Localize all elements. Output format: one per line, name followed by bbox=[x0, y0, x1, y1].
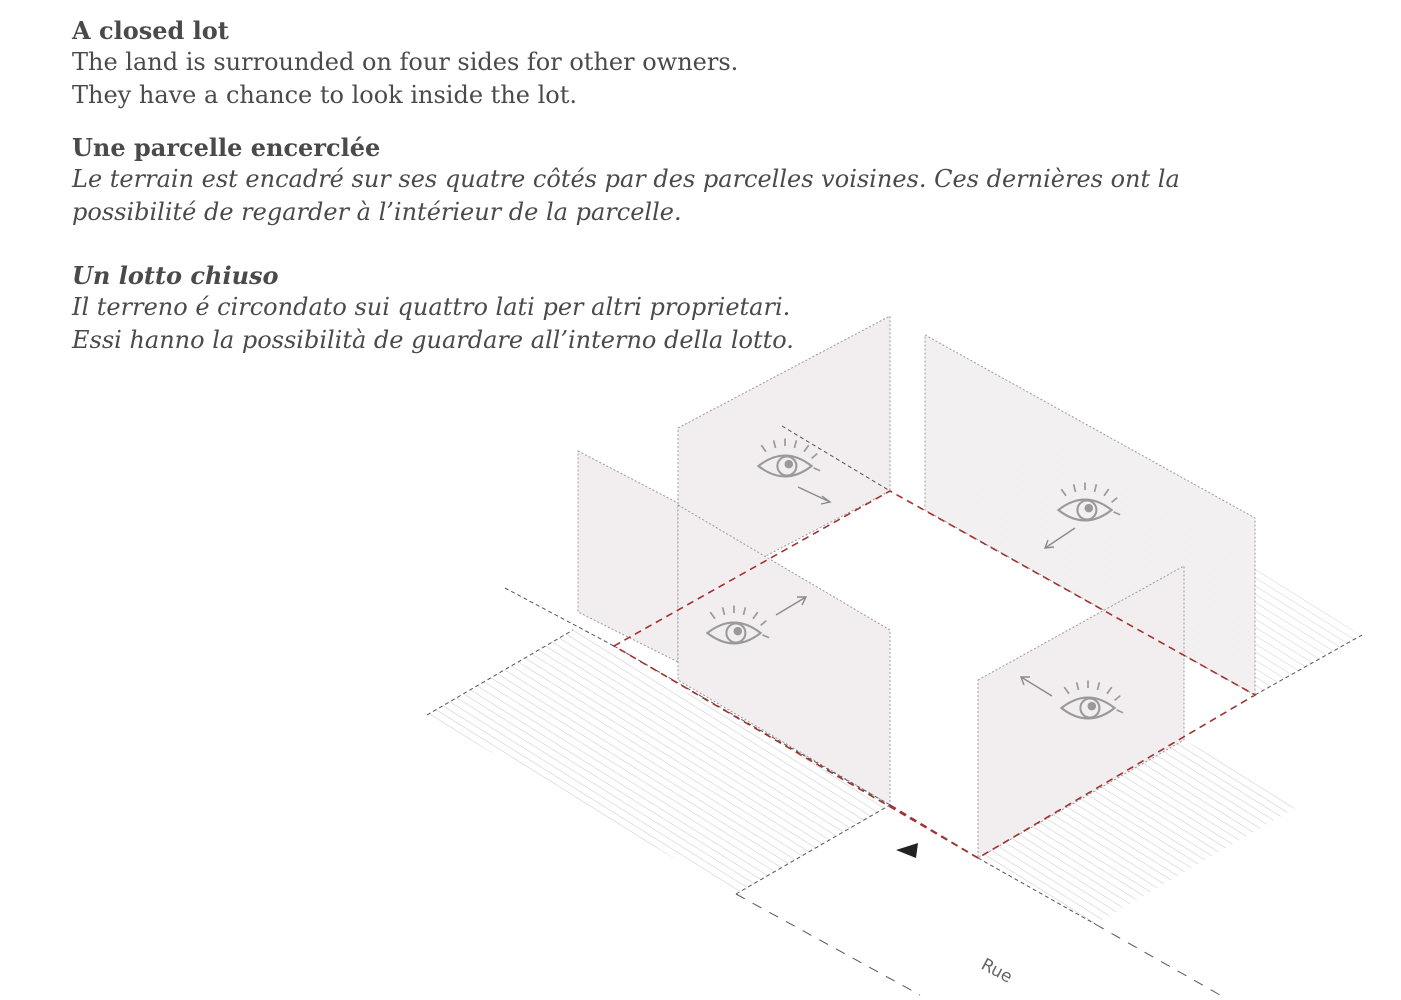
english-line-2: They have a chance to look inside the lot. bbox=[72, 81, 578, 109]
french-line-1: Le terrain est encadré sur ses quatre côtés par des parcelles voisines. Ces dernières ont la bbox=[72, 165, 1180, 193]
street-label: Rue bbox=[977, 954, 1016, 988]
english-line-1: The land is surrounded on four sides for other owners. bbox=[72, 48, 739, 76]
italian-title: Un lotto chiuso bbox=[72, 261, 279, 290]
english-title: A closed lot bbox=[72, 16, 229, 45]
triangle-entrance-marker bbox=[896, 843, 918, 858]
italian-line-1: Il terreno é circondato sui quattro lati per altri proprietari. bbox=[72, 293, 791, 321]
french-title: Une parcelle encerclée bbox=[72, 133, 381, 162]
wall-panel-left-outer bbox=[578, 451, 678, 662]
french-line-2: possibilité de regarder à l’intérieur de la parcelle. bbox=[72, 198, 682, 226]
street-lines bbox=[736, 894, 1220, 995]
italian-line-2: Essi hanno la possibilità de guardare all’interno della lotto. bbox=[72, 326, 794, 354]
